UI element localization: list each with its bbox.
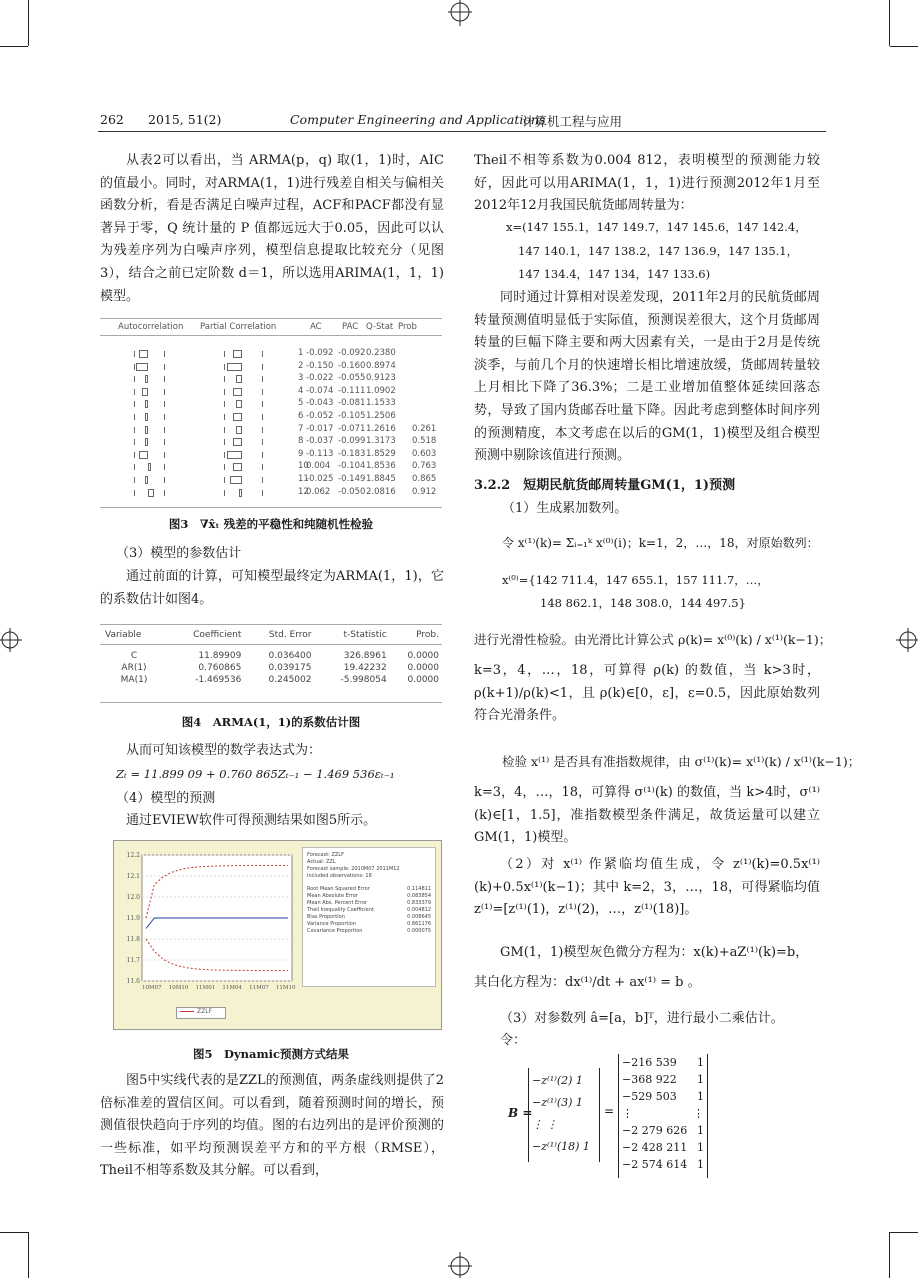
fig3-cell: 0.261 (412, 423, 437, 434)
section-3-2-2: 3.2.2 短期民航货邮周转量GM(1，1)预测 (474, 478, 736, 493)
matrix-right-row (622, 1122, 704, 1139)
matrix-left-entry: ⋮ ⋮ (532, 1118, 558, 1131)
crop-mark (890, 46, 918, 47)
matrix-left-entry: −z⁽¹⁾(2) 1 (532, 1074, 583, 1087)
fig3-bar (236, 426, 242, 434)
forecast-x-line-1: x=(147 155.1，147 149.7，147 145.6，147 142.4， (506, 220, 807, 234)
fig3-row (100, 411, 442, 423)
fig3-cell: -0.183 (338, 448, 366, 459)
fig3-bar (145, 476, 148, 484)
fig3-cell: 0.004 (306, 461, 331, 472)
fig3-cell: 0.8974 (366, 360, 396, 371)
fig3-cell: 1.8529 (366, 448, 396, 459)
fig3-row (100, 436, 442, 448)
fig3-cell: 1.3173 (366, 436, 396, 447)
matrix-right-row (622, 1139, 704, 1156)
fig3-cell: -0.149 (338, 474, 366, 484)
matrix-b-left (532, 1070, 596, 1158)
matrix-right-entry: −2 574 614 (622, 1158, 688, 1171)
fig5-stat-value: 0.114811 (407, 886, 431, 892)
fig5-info-line: Included observations: 18 (307, 873, 372, 879)
fig5-stat-row (307, 914, 431, 921)
fig3-cell: -0.111 (338, 385, 366, 396)
fig4-header: t-Statistic (343, 630, 387, 640)
fig3-col-header: Autocorrelation (118, 322, 184, 332)
matrix-right-entry: −2 279 626 (622, 1124, 688, 1137)
fig3-cell: 0.518 (412, 436, 437, 447)
fig5-x-tick: 10M10 (168, 985, 189, 991)
right-para-1: Theil不相等系数为0.004 812，表明模型的预测能力较好，因此可以用ARIMA(1，1，1)进行预测2012年1月至2012年12月我国民航货邮周转量为： (474, 153, 820, 214)
fig3-row (100, 449, 442, 461)
journal-title-cn: 计算机工程与应用 (522, 114, 623, 129)
matrix-right-one: 1 (697, 1124, 704, 1137)
fig5-stat-name: Variance Proportion (307, 921, 356, 927)
matrix-b-label: B = (508, 1106, 533, 1120)
fig3-bar (233, 350, 242, 358)
crop-mark (28, 1232, 29, 1278)
fig5-x-tick: 10M07 (142, 985, 162, 991)
fig3-cell: -0.037 (306, 436, 334, 447)
matrix-right-row (622, 1054, 704, 1071)
fig4-cell: 0.760865 (198, 663, 242, 673)
matrix-right-one: 1 (697, 1073, 704, 1086)
figure-5 (113, 840, 442, 1030)
fig3-row (100, 373, 442, 385)
fig3-cell: 2.0816 (366, 486, 396, 497)
fig3-cell: 0.763 (412, 461, 437, 472)
ling-text: 令： (500, 1033, 527, 1048)
crop-mark (0, 1232, 28, 1233)
fig3-row (100, 348, 442, 360)
fig4-header: Prob. (416, 630, 439, 640)
crop-mark (889, 1232, 890, 1278)
fig3-cell: -0.022 (306, 373, 334, 384)
registration-mark-icon (445, 1252, 475, 1278)
fig5-caption: 图5 Dynamic预测方式结果 (192, 1047, 349, 1061)
fig3-cell: -0.043 (306, 398, 334, 409)
matrix-right-entry: −529 503 (622, 1090, 677, 1103)
fig3-cell: -0.074 (306, 385, 334, 396)
fig5-stat-value: 0.008645 (407, 914, 431, 920)
fig3-cell: 1.2506 (366, 411, 396, 421)
s3-text: 通过前面的计算，可知模型最终定为ARMA(1，1)，它的系数估计如图4。 (100, 569, 444, 607)
left-para-1: 从表2可以看出，当 ARMA(p，q) 取(1，1)时，AIC的值最小。同时，对ARMA(1，1)进行残差自相关与偏相关函数分析，看是否满足白噪声过程，ACF和PACF都没有显著异于零，Q 统计量的 P 值都远远大于0.05，因此可以认为残差序列为白噪声序列，模型信息提取比较充分（见图3），结合之前已定阶数 d＝1，所以选用ARIMA(1，1，1)模型。 (100, 153, 444, 304)
fig5-y-tick: 11.6 (126, 978, 140, 985)
fig4-table (104, 629, 440, 686)
smooth-text: k=3，4，…，18，可算得 ρ(k) 的数值，当 k>3时，ρ(k+1)/ρ(k)<1，且 ρ(k)∈[0，ε]，ε=0.5，因此原始数列符合光滑条件。 (474, 663, 820, 724)
x0-line-2: 148 862.1，148 308.0，144 497.5} (540, 596, 746, 610)
fig5-info-box (302, 847, 436, 987)
fig3-cell: 0.9123 (366, 373, 396, 384)
fig5-stat-value: 0.083854 (407, 893, 431, 899)
fig3-cell: -0.071 (338, 423, 366, 434)
fig3-cell: 1.8536 (366, 461, 396, 472)
gm-equation: GM(1，1)模型灰色微分方程为：x(k)+aZ⁽¹⁾(k)=b， (500, 945, 809, 960)
fig3-bar (230, 476, 242, 484)
fig3-row (100, 424, 442, 436)
fig4-cell: C (130, 651, 138, 661)
registration-mark-icon (445, 0, 475, 30)
fig5-stat-row (307, 893, 431, 900)
s4-text: 通过EVIEW软件可得预测结果如图5所示。 (126, 813, 377, 828)
fig3-cell: 9 (298, 448, 304, 459)
fig4-cell: 0.0000 (407, 651, 439, 661)
matrix-right-entry: −368 922 (622, 1073, 677, 1086)
fig3-cell: 1.8845 (366, 474, 396, 484)
fig3-col-header: Partial Correlation (200, 322, 277, 332)
left-para-last: 图5中实线代表的是ZZL的预测值，两条虚线则提供了2倍标准差的置信区间。可以看到，随着预测时间的增长，预测值很快趋向于序列的均值。图的右边列出的是评价预测的一些标准，如平均预测误差平方和的平方根（RMSE），Theil不相等系数及其分解。可以看到， (100, 1073, 444, 1179)
fig3-cell: -0.113 (306, 448, 334, 459)
page-number: 262 (100, 112, 124, 127)
crop-mark (890, 1232, 918, 1233)
fig3-cell: 0.865 (412, 474, 437, 484)
fig3-cell: -0.055 (338, 373, 366, 384)
fig3-bar (233, 463, 242, 471)
fig4-cell: 0.039175 (268, 663, 312, 673)
crop-mark (28, 0, 29, 46)
fig5-stat-row (307, 886, 431, 893)
whitening-eq: 其白化方程为：dx⁽¹⁾/dt + ax⁽¹⁾ = b 。 (474, 975, 701, 990)
fig3-bar (145, 375, 148, 383)
fig3-bar (233, 388, 242, 396)
fig3-cell: 6 (298, 411, 304, 421)
step-1-eq: 令 x⁽¹⁾(k)= Σᵢ₌₁ᵏ x⁽⁰⁾(i)；k=1，2，…，18，对原始数列： (502, 536, 819, 550)
fig5-x-tick: 11M07 (249, 985, 269, 991)
matrix-right-row (622, 1105, 704, 1122)
forecast-x-line-2: 147 140.1，147 138.2，147 136.9，147 135.1， (518, 244, 799, 258)
fig5-stat-name: Mean Absolute Error (307, 893, 358, 899)
fig5-stat-value: 0.004812 (407, 907, 431, 913)
fig5-x-tick: 11M04 (222, 985, 242, 991)
exp-text: k=3，4，…，18，可算得 σ⁽¹⁾(k) 的数值，当 k>4时，σ⁽¹⁾(k)∈[1，1.5]，准指数模型条件满足，故货运量可以建立GM(1，1)模型。 (474, 785, 820, 846)
fig3-row (100, 487, 442, 499)
fig3-row (100, 386, 442, 398)
fig5-stat-row (307, 921, 431, 928)
matrix-b-right (622, 1054, 704, 1173)
fig3-bar (236, 375, 242, 383)
fig3-cell: -0.025 (306, 474, 334, 484)
matrix-right-entry: −216 539 (622, 1056, 677, 1069)
fig3-cell: 1 (298, 348, 304, 358)
matrix-right-row (622, 1071, 704, 1088)
step-2: （2）对 x⁽¹⁾ 作紧临均值生成，令 z⁽¹⁾(k)=0.5x⁽¹⁾(k)+0.5x⁽¹⁾(k−1)；其中 k=2，3，…，18，可得紧临均值 z⁽¹⁾=[z⁽¹⁾(1)，z⁽¹⁾(2)，…，z⁽¹⁾(18)]。 (474, 857, 820, 918)
fig5-stat-name: Theil Inequality Coefficient (307, 907, 374, 913)
fig3-cell: 3 (298, 373, 304, 384)
fig5-stat-row (307, 907, 431, 914)
fig5-stat-row (307, 900, 431, 907)
fig3-cell: 1.0902 (366, 385, 396, 396)
fig5-stat-name: Root Mean Squared Error (307, 886, 370, 892)
fig3-bar (145, 413, 148, 421)
fig4-cell: -1.469536 (195, 675, 242, 685)
fig3-cell: -0.099 (338, 436, 366, 447)
fig3-col-header: Prob (398, 322, 417, 332)
fig4-cell: 326.8961 (343, 651, 387, 661)
fig4-caption: 图4 ARMA(1，1)的系数估计图 (181, 715, 361, 729)
fig3-cell: 0.062 (306, 486, 331, 497)
fig3-bar (227, 363, 242, 371)
fig3-cell: -0.017 (306, 423, 334, 434)
fig3-row (100, 361, 442, 373)
fig5-stat-value: 0.861176 (407, 921, 431, 927)
fig5-y-tick: 12.0 (126, 894, 140, 901)
fig4-row (104, 662, 440, 674)
fig4-cell: MA(1) (120, 675, 148, 685)
fig3-bar (139, 451, 148, 459)
fig3-cell: 11 (298, 474, 309, 484)
fig3-col-header: PAC (342, 322, 359, 332)
fig3-cell: 12 (298, 486, 309, 497)
registration-mark-icon (0, 625, 24, 655)
fig4-row (104, 650, 440, 662)
matrix-right-one: ⋮ (693, 1107, 704, 1120)
fig3-cell: -0.105 (338, 411, 366, 421)
step-3: （3）对参数列 â=[a，b]ᵀ，进行最小二乘估计。 (500, 1011, 784, 1026)
fig3-cell: 0.603 (412, 448, 437, 459)
fig3-caption: 图3 ∇x̂ₜ 残差的平稳性和纯随机性检验 (168, 517, 374, 531)
fig3-bar (136, 363, 148, 371)
fig3-cell: -0.150 (306, 360, 334, 371)
matrix-right-one: 1 (697, 1158, 704, 1171)
fig3-row (100, 461, 442, 473)
fig5-stat-name: Bias Proportion (307, 914, 345, 920)
fig3-cell: -0.050 (338, 486, 366, 497)
fig3-cell: 1.2616 (366, 423, 396, 434)
fig3-cell: -0.104 (338, 461, 366, 472)
forecast-x-line-3: 147 134.4，147 134，147 133.6) (518, 267, 711, 281)
s3-title: （3）模型的参数估计 (116, 546, 242, 561)
fig3-cell: -0.092 (306, 348, 334, 358)
fig4-row (104, 674, 440, 686)
fig3-row (100, 474, 442, 486)
registration-mark-icon (894, 625, 918, 655)
fig5-y-tick: 11.8 (126, 936, 140, 943)
fig3-cell: 2 (298, 360, 304, 371)
fig3-cell: -0.081 (338, 398, 366, 409)
fig5-y-tick: 12.1 (126, 873, 140, 880)
fig4-header: Std. Error (268, 630, 312, 640)
fig4-header: Variable (105, 630, 142, 640)
matrix-right-row (622, 1088, 704, 1105)
fig5-x-tick: 11M10 (275, 985, 296, 991)
model-equation: Zₜ = 11.899 09 + 0.760 865Zₜ₋₁ − 1.469 536εₜ₋₁ (116, 767, 395, 781)
matrix-right-entry: −2 428 211 (622, 1141, 688, 1154)
figure-3 (100, 318, 442, 508)
fig5-stat-name: Mean Abs. Percent Error (307, 900, 368, 906)
fig3-cell: 1.1533 (366, 398, 396, 409)
fig3-col-header: Q-Stat (366, 322, 394, 332)
fig3-cell: 10 (298, 461, 309, 472)
fig4-cell: AR(1) (121, 663, 147, 673)
model-text: 从而可知该模型的数学表达式为： (126, 743, 322, 758)
fig3-bar (148, 489, 154, 497)
fig3-bar (145, 400, 148, 408)
fig4-cell: -5.998054 (340, 675, 387, 685)
fig4-cell: 0.0000 (407, 663, 439, 673)
matrix-right-one: 1 (697, 1090, 704, 1103)
fig3-cell: 5 (298, 398, 304, 409)
fig3-bar (233, 413, 242, 421)
fig5-stat-value: 0.833379 (407, 900, 431, 906)
x0-line-1: x⁽⁰⁾={142 711.4，147 655.1，157 111.7，…， (502, 573, 769, 587)
smooth-check: 进行光滑性检验。由光滑比计算公式 ρ(k)= x⁽⁰⁾(k) / x⁽¹⁾(k−1)； (474, 632, 832, 647)
fig4-cell: 19.42232 (343, 663, 387, 673)
fig4-cell: 0.036400 (268, 651, 312, 661)
matrix-left-entry: −z⁽¹⁾(18) 1 (532, 1140, 590, 1153)
fig3-cell: -0.052 (306, 411, 334, 421)
fig3-bar (139, 350, 148, 358)
matrix-right-one: 1 (697, 1141, 704, 1154)
fig5-info-line: Forecast: ZZLF (307, 852, 344, 858)
fig5-legend-label: ZZLF (197, 1008, 213, 1015)
fig3-bar (236, 400, 242, 408)
fig3-cell: 0.2380 (366, 348, 396, 358)
fig5-stat-value: 0.000075 (407, 928, 431, 934)
fig5-legend (176, 1007, 226, 1019)
fig4-header: Coefficient (193, 630, 242, 640)
fig5-y-tick: 12.2 (126, 852, 140, 859)
fig5-info-line: Actual: ZZL (307, 859, 336, 865)
fig4-cell: 0.245002 (268, 675, 312, 685)
fig3-cell: 8 (298, 436, 304, 447)
matrix-right-row (622, 1156, 704, 1173)
fig3-bar (239, 489, 242, 497)
fig5-stat-row (307, 928, 431, 935)
fig4-cell: 0.0000 (407, 675, 439, 685)
matrix-b: B = −z⁽¹⁾(2) 1 −z⁽¹⁾(3) 1 ⋮ ⋮ −z⁽¹⁾(18) 1 = −216 539 1 −368 922 1 −529 503 1 ⋮ ⋮ −2 279 626 1 −2 428 211 1 −2 574 614 1 (508, 1054, 718, 1178)
figure-4 (100, 624, 442, 706)
right-para-2: 同时通过计算相对误差发现，2011年2月的民航货邮周转量预测值明显低于实际值，预测误差很大，这个月货邮周转量的巨幅下降主要和两大因素有关，一是由于2月是传统淡季，与前几个月的快速增长相比增速放缓，货邮周转量较上月相比下降了36.3%；二是工业增加值整体延续回落态势，导致了国内货邮吞吐量下降。因此考虑到整体时间序列的预测精度，本文考虑在以后的GM(1，1)模型及组合模型预测中剔除该值进行预测。 (474, 290, 820, 464)
crop-mark (0, 46, 28, 47)
fig3-bar (227, 451, 242, 459)
s4-title: （4）模型的预测 (116, 791, 216, 806)
header-rule (98, 131, 826, 132)
fig5-x-tick: 11M01 (195, 985, 216, 991)
fig3-cell: -0.092 (338, 348, 366, 358)
fig3-bar (148, 463, 151, 471)
fig5-plot (120, 849, 300, 999)
fig5-stat-name: Covariance Proportion (307, 928, 363, 934)
fig3-bar (145, 426, 148, 434)
fig3-cell: 4 (298, 385, 304, 396)
matrix-right-entry: ⋮ (622, 1107, 633, 1120)
fig3-cell: 7 (298, 423, 304, 434)
fig3-bar (145, 438, 148, 446)
fig3-bar (142, 388, 148, 396)
crop-mark (889, 0, 890, 46)
fig3-col-header: AC (310, 322, 322, 332)
fig4-cell: 11.89909 (198, 651, 242, 661)
fig3-header (100, 322, 442, 334)
fig5-y-tick: 11.7 (126, 957, 140, 964)
fig5-y-tick: 11.9 (126, 915, 140, 922)
fig5-info-line: Forecast sample: 2010M07 2011M12 (307, 866, 400, 872)
fig3-cell: 0.912 (412, 486, 437, 497)
matrix-right-one: 1 (697, 1056, 704, 1069)
fig3-row (100, 398, 442, 410)
exp-check: 检验 x⁽¹⁾ 是否具有准指数规律，由 σ⁽¹⁾(k)= x⁽¹⁾(k) / x⁽¹⁾(k−1)； (502, 754, 861, 769)
step-1: （1）生成累加数列。 (502, 501, 628, 516)
matrix-left-entry: −z⁽¹⁾(3) 1 (532, 1096, 583, 1109)
issue-info: 2015, 51(2) (148, 112, 222, 127)
journal-title-en: Computer Engineering and Applications (290, 112, 546, 127)
fig3-cell: -0.160 (338, 360, 366, 371)
fig3-bar (233, 438, 242, 446)
